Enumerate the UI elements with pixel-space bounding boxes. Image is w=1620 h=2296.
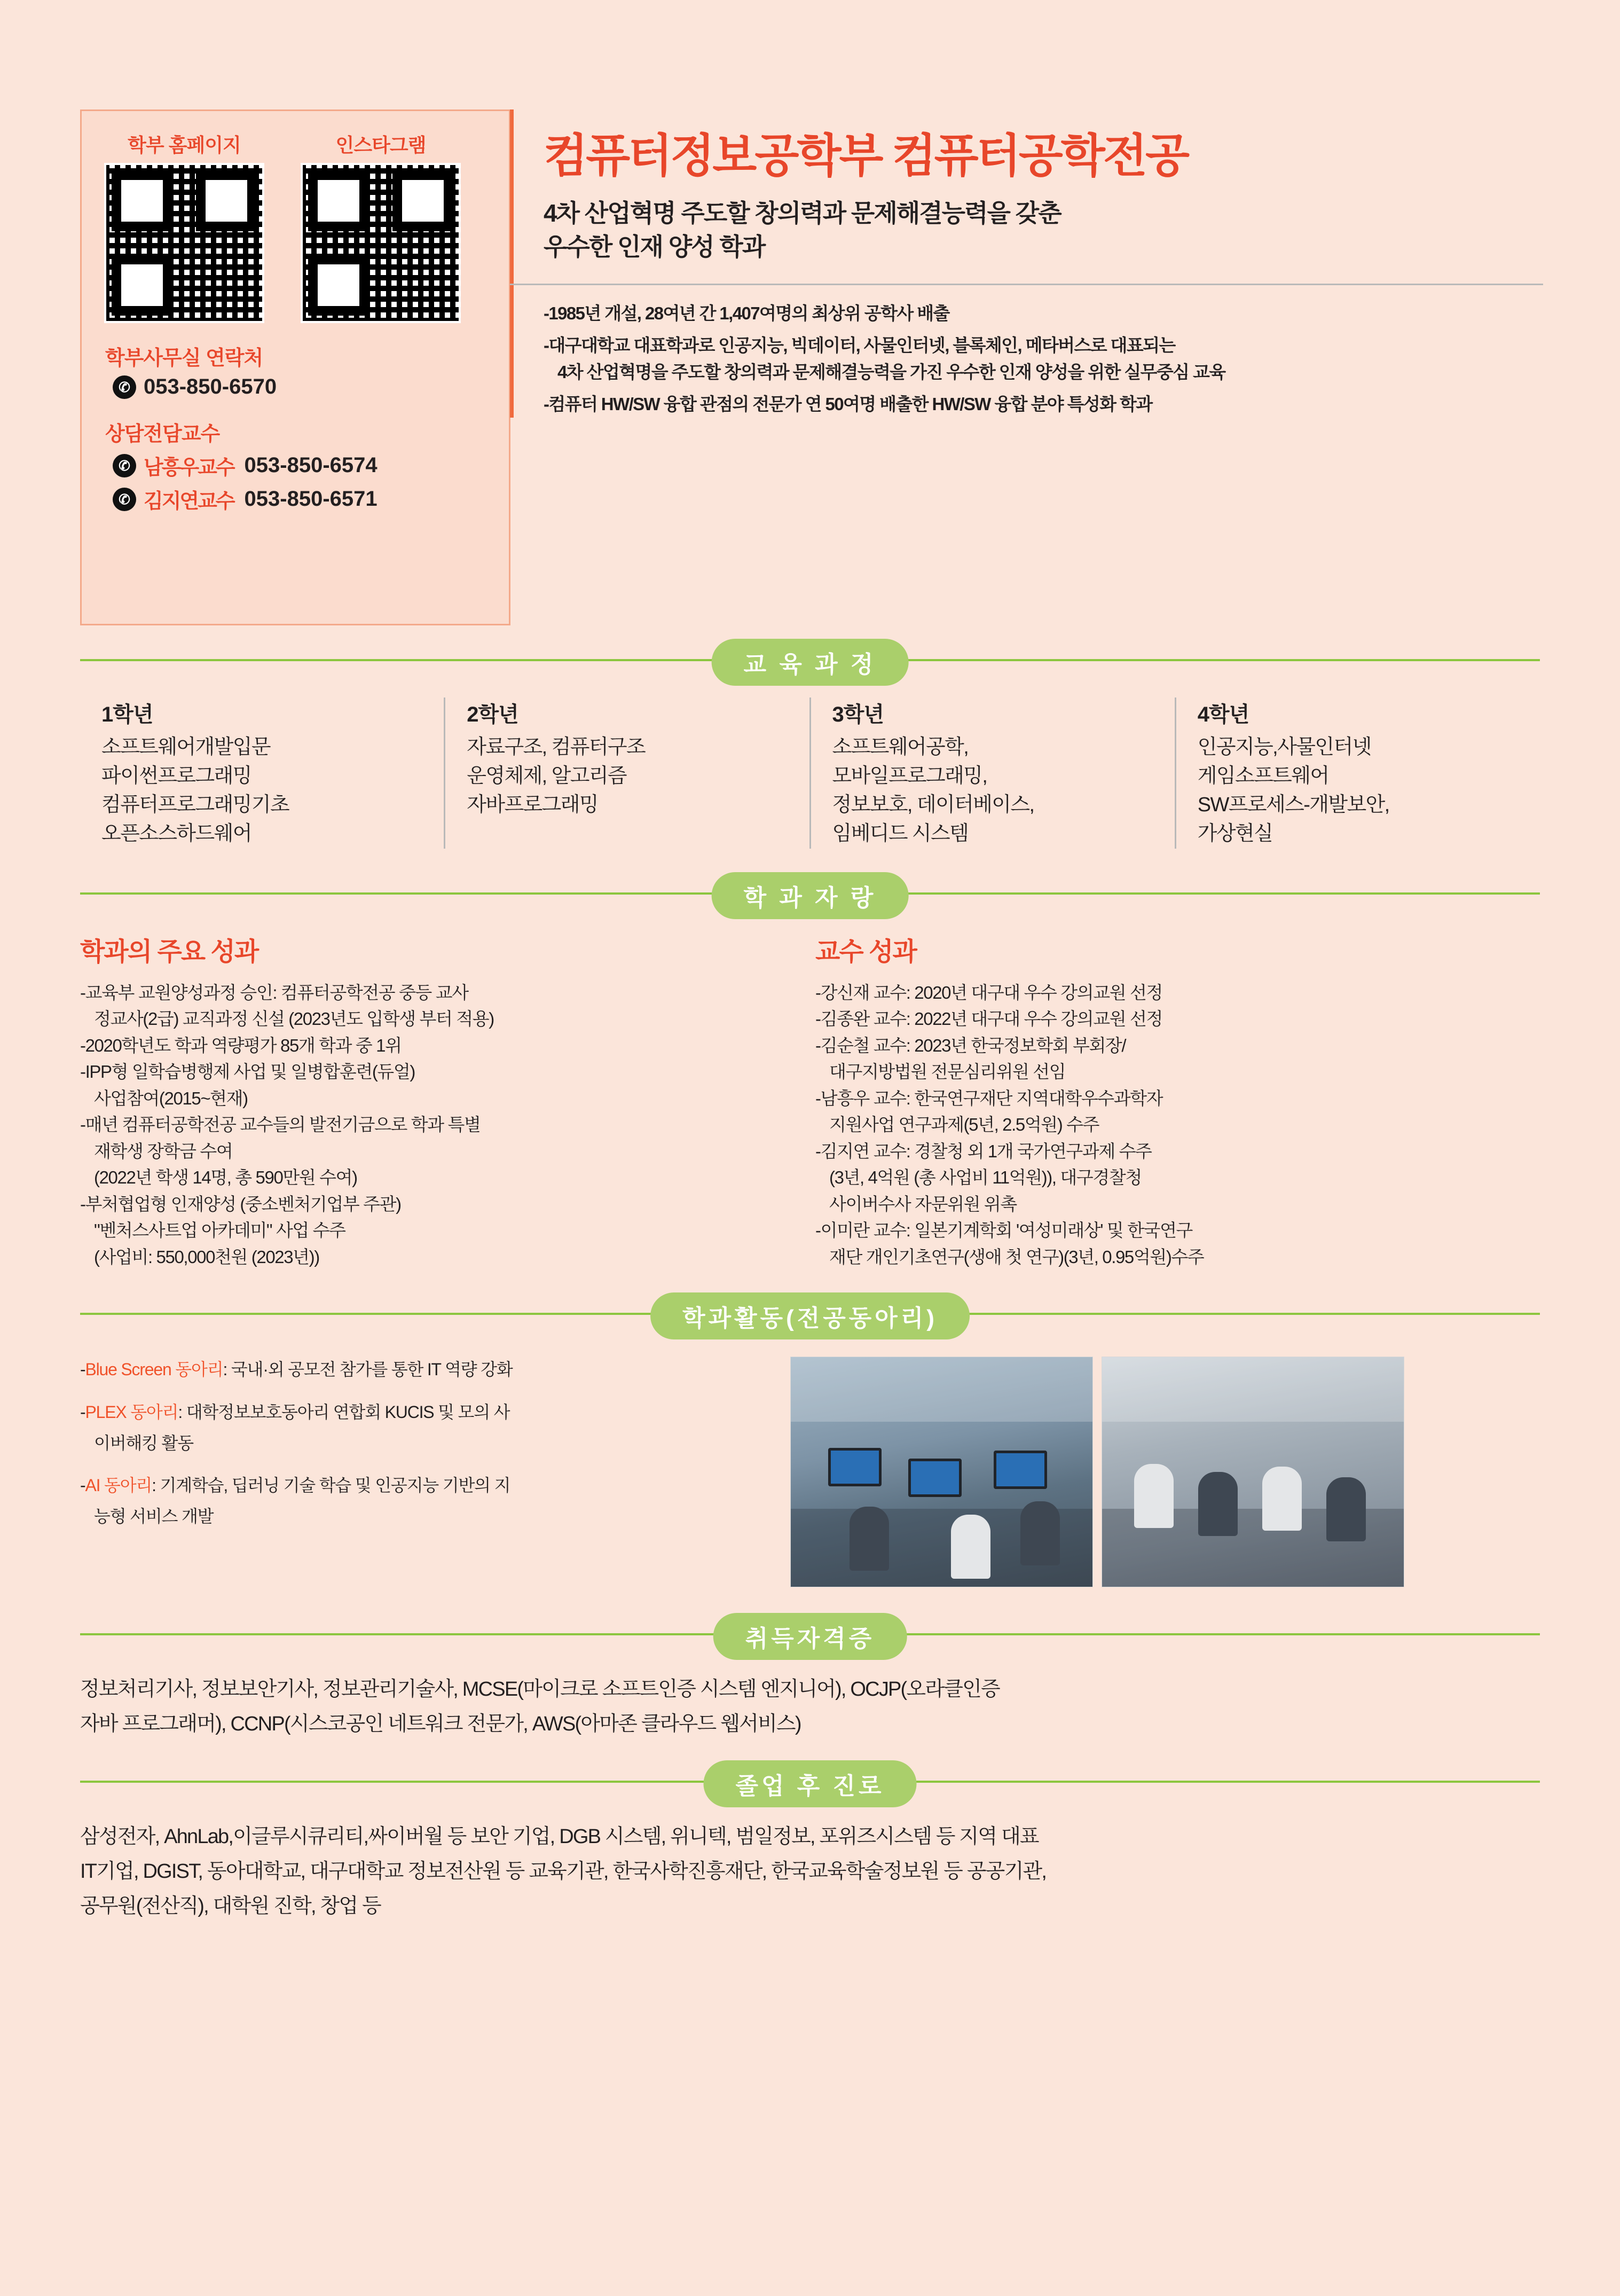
curriculum-table <box>80 698 1540 849</box>
club-name: PLEX 동아리 <box>85 1402 178 1422</box>
pride-item-text: -김순철 교수: 2023년 한국정보학회 부회장/ <box>815 1035 1126 1055</box>
pride-item-text: -2020학년도 학과 역량평가 85개 학과 중 1위 <box>80 1035 402 1055</box>
pride-item <box>815 1006 1519 1032</box>
qr-label-row <box>82 111 509 158</box>
curriculum-year: 3학년 <box>832 703 884 726</box>
page-subtitle <box>544 182 1543 284</box>
pride-item-text: -IPP형 일학습병행제 사업 및 일병합훈련(듀얼) <box>80 1062 415 1082</box>
pride-column-achievements <box>80 931 805 1271</box>
qr-code-row <box>82 158 509 323</box>
page-subtitle-line1: 4차 산업혁명 주도할 창의력과 문제해결능력을 갖춘 <box>544 199 1061 227</box>
curriculum-item: 소프트웨어개발입문 <box>101 736 270 758</box>
pride-item <box>815 1032 1519 1085</box>
pride-head-left: 학과의 주요 성과 <box>80 937 258 966</box>
curriculum-item: 운영체제, 알고리즘 <box>467 764 627 787</box>
intro-item-indent: 4차 산업혁명을 주도할 창의력과 문제해결능력을 가진 우수한 인재 양성을 위한 실무중심 교육 <box>557 362 1225 382</box>
curriculum-column-4 <box>1175 698 1540 849</box>
section-band-certificates <box>0 1609 1620 1658</box>
career-line: 삼성전자, AhnLab,이글루시큐리티,싸이버월 등 보안 기업, DGB 시스템, 위니텍, 범일정보, 포위즈시스템 등 지역 대표 <box>80 1825 1039 1848</box>
section-band-pride <box>0 868 1620 917</box>
curriculum-year: 1학년 <box>101 703 153 726</box>
department-homepage-qr[interactable] <box>104 163 264 323</box>
club-bullet: - <box>80 1360 85 1380</box>
qr-label-instagram: 인스타그램 <box>335 134 426 156</box>
curriculum-item: 인공지능,사물인터넷 <box>1197 736 1371 758</box>
office-contact-title: 학부사무실 연락처 <box>105 347 263 370</box>
activity-photos <box>790 1357 1404 1587</box>
pride-item <box>80 979 783 1032</box>
pride-item-text: -교육부 교원양성과정 승인: 컴퓨터공학전공 중등 교사 <box>80 982 468 1002</box>
pride-item-indent: 재학생 장학금 수여 <box>94 1141 233 1161</box>
pride-item <box>80 1191 783 1271</box>
curriculum-item: 파이썬프로그래밍 <box>101 764 251 787</box>
club-desc: : 국내·외 공모전 참가를 통한 IT 역량 강화 <box>223 1360 513 1380</box>
club-name: Blue Screen 동아리 <box>85 1360 223 1380</box>
intro-item <box>544 391 1543 418</box>
curriculum-item: 게임소프트웨어 <box>1197 764 1329 787</box>
section-band-curriculum <box>0 634 1620 684</box>
phone-icon: ✆ <box>113 488 136 511</box>
curriculum-item: 가상현실 <box>1197 822 1273 845</box>
intro-item <box>544 300 1543 327</box>
advisor-phone-2: 053-850-6571 <box>244 487 378 511</box>
club-bullet: - <box>80 1402 85 1422</box>
career-line: 공무원(전산직), 대학원 진학, 창업 등 <box>80 1894 381 1917</box>
pride-item-text: -강신재 교수: 2020년 대구대 우수 강의교원 선정 <box>815 982 1162 1002</box>
pride-item-text: -매년 컴퓨터공학전공 교수들의 발전기금으로 학과 특별 <box>80 1115 481 1135</box>
activity-photo-exhibition <box>1102 1357 1404 1587</box>
advisor-name-2: 김지연교수 <box>144 490 234 513</box>
advisor-name-1: 남흥우교수 <box>144 457 234 479</box>
advisor-phone-1: 053-850-6574 <box>244 453 378 477</box>
curriculum-item: SW프로세스-개발보안, <box>1197 793 1389 816</box>
pride-item <box>815 1217 1519 1270</box>
club-bullet: - <box>80 1476 85 1495</box>
pride-item-text: -남흥우 교수: 한국연구재단 지역대학우수과학자 <box>815 1088 1163 1108</box>
career-text <box>80 1821 1540 1922</box>
title-block <box>510 109 1543 284</box>
pride-item-indent: (사업비: 550,000천원 (2023년)) <box>94 1247 319 1267</box>
phone-icon: ✆ <box>113 454 136 477</box>
pride-item-indent: 사업참여(2015~현재) <box>94 1088 248 1108</box>
curriculum-year: 4학년 <box>1197 703 1249 726</box>
curriculum-item: 모바일프로그래밍, <box>832 764 987 787</box>
curriculum-year: 2학년 <box>467 703 518 726</box>
pride-head-right: 교수 성과 <box>815 937 916 966</box>
pride-section <box>80 931 1540 1271</box>
pride-item-indent: (3년, 4억원 (총 사업비 11억원)), 대구경찰청 <box>829 1167 1142 1188</box>
pride-item <box>80 1032 783 1059</box>
intro-item-text: -1985년 개설, 28여년 간 1,407여명의 최상위 공학사 배출 <box>544 303 949 323</box>
club-item-3 <box>80 1472 769 1530</box>
pride-item <box>80 1111 783 1191</box>
intro-item-text: -컴퓨터 HW/SW 융합 관점의 전문가 연 50여명 배출한 HW/SW 융합 분야 특성화 학과 <box>544 394 1152 414</box>
curriculum-column-1 <box>80 698 444 849</box>
pride-item-text: -이미란 교수: 일본기계학회 '여성미래상' 및 한국연구 <box>815 1220 1193 1241</box>
page-subtitle-line2: 우수한 인재 양성 학과 <box>544 233 765 261</box>
pride-item-text: -김지연 교수: 경찰청 외 1개 국가연구과제 수주 <box>815 1141 1152 1161</box>
club-desc: : 기계학습, 딥러닝 기술 학습 및 인공지능 기반의 지 <box>152 1476 510 1495</box>
curriculum-item: 자바프로그래밍 <box>467 793 599 816</box>
curriculum-item: 소프트웨어공학, <box>832 736 969 758</box>
advisor-row-1 <box>82 446 509 480</box>
pride-item <box>80 1059 783 1111</box>
header-block <box>510 109 1543 423</box>
pride-item-indent: (2022년 학생 14명, 총 590만원 수여) <box>94 1167 357 1188</box>
section-band-clubs <box>0 1288 1620 1337</box>
certificates-text <box>80 1674 1540 1740</box>
advisor-row-2 <box>82 480 509 514</box>
club-desc: : 대학정보보호동아리 연합회 KUCIS 및 모의 사 <box>178 1402 510 1422</box>
intro-item <box>544 332 1543 386</box>
certificates-line: 정보처리기사, 정보보안기사, 정보관리기술사, MCSE(마이크로 소프트인증 시스템 엔지니어), OCJP(오라클인증 <box>80 1678 1000 1701</box>
club-item-1 <box>80 1357 769 1383</box>
activity-photo-classroom <box>790 1357 1093 1587</box>
pride-column-faculty <box>805 931 1540 1271</box>
curriculum-column-3 <box>809 698 1175 849</box>
club-item-2 <box>80 1399 769 1456</box>
pride-item-indent: 정교사(2급) 교직과정 신설 (2023년도 입학생 부터 적용) <box>94 1009 494 1029</box>
phone-icon: ✆ <box>113 375 136 399</box>
curriculum-item: 자료구조, 컴퓨터구조 <box>467 736 646 758</box>
section-title-career: 졸업 후 진로 <box>704 1760 917 1807</box>
curriculum-item: 오픈소스하드웨어 <box>101 822 251 845</box>
curriculum-item: 임베디드 시스템 <box>832 822 969 845</box>
qr-label-homepage: 학부 홈페이지 <box>128 134 241 156</box>
pride-item <box>815 1138 1519 1218</box>
pride-item-indent: 재단 개인기초연구(생애 첫 연구)(3년, 0.95억원)수주 <box>829 1247 1204 1267</box>
contact-panel <box>80 109 510 625</box>
pride-item-indent: 사이버수사 자문위원 위촉 <box>829 1194 1017 1214</box>
pride-item-indent: 지원사업 연구과제(5년, 2.5억원) 수주 <box>829 1115 1099 1135</box>
section-title-pride: 학 과 자 랑 <box>712 872 909 919</box>
pride-item-text: -김종완 교수: 2022년 대구대 우수 강의교원 선정 <box>815 1009 1162 1029</box>
section-band-career <box>0 1756 1620 1805</box>
section-title-clubs: 학과활동(전공동아리) <box>650 1292 970 1339</box>
intro-list <box>510 285 1543 418</box>
office-phone-row <box>82 371 509 399</box>
instagram-qr[interactable] <box>301 163 461 323</box>
pride-item-indent: "벤처스사트업 아카데미" 사업 수주 <box>94 1220 345 1241</box>
section-title-curriculum: 교 육 과 정 <box>712 639 909 686</box>
pride-item <box>815 1085 1519 1138</box>
curriculum-column-2 <box>444 698 809 849</box>
pride-item <box>815 979 1519 1006</box>
office-phone-number: 053-850-6570 <box>144 375 277 398</box>
club-desc-indent: 능형 서비스 개발 <box>94 1506 214 1526</box>
curriculum-item: 정보보호, 데이터베이스, <box>832 793 1034 816</box>
career-line: IT기업, DGIST, 동아대학교, 대구대학교 정보전산원 등 교육기관, 한국사학진흥재단, 한국교육학술정보원 등 공공기관, <box>80 1860 1047 1883</box>
intro-item-text: -대구대학교 대표학과로 인공지능, 빅데이터, 사물인터넷, 블록체인, 메타버스로 대표되는 <box>544 335 1175 355</box>
club-desc-indent: 이버해킹 활동 <box>94 1433 193 1453</box>
advisor-title: 상담전담교수 <box>105 423 220 445</box>
clubs-section <box>80 1357 1540 1587</box>
page-title: 컴퓨터정보공학부 컴퓨터공학전공 <box>544 130 1188 182</box>
certificates-line: 자바 프로그래머), CCNP(시스코공인 네트워크 전문가, AWS(아마존 클라우드 웹서비스) <box>80 1713 801 1736</box>
club-name: AI 동아리 <box>85 1476 152 1495</box>
pride-item-text: -부처협업형 인재양성 (중소벤처기업부 주관) <box>80 1194 401 1214</box>
curriculum-item: 컴퓨터프로그래밍기초 <box>101 793 289 816</box>
pride-item-indent: 대구지방법원 전문심리위원 선임 <box>829 1062 1066 1082</box>
section-title-certificates: 취득자격증 <box>713 1613 907 1660</box>
clubs-list <box>80 1357 769 1587</box>
